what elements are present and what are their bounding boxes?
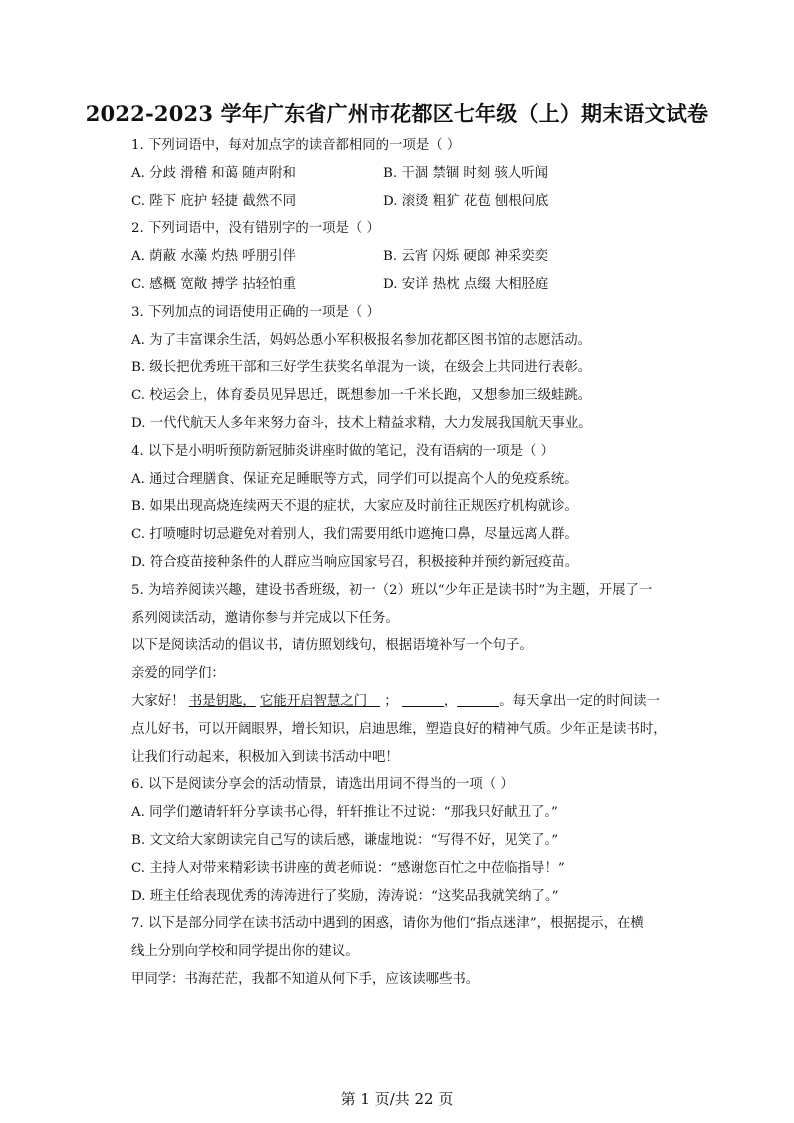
question-2-options-ab: [131, 243, 691, 271]
option-3c: C. 校运会上，体育委员见异思迁，既想参加一千米长跑，又想参加三级蛙跳。: [131, 388, 592, 404]
exam-content: [131, 132, 691, 994]
question-1-options-ab: [131, 160, 691, 188]
underlined-sentence-part-2: 它能开启智慧之门: [260, 693, 368, 709]
option-1d: D. 滚烫 粗犷 花苞 刨根问底: [383, 193, 549, 209]
option-2a: A. 荫蔽 水藻 灼热 呼朋引伴: [131, 249, 296, 265]
question-2-stem: 2. 下列词语中，没有错别字的一项是（ ）: [131, 221, 380, 237]
letter-start: 大家好！: [131, 693, 185, 709]
page-number: 第 1 页/共 22 页: [340, 1090, 454, 1108]
option-6d: D. 班主任给表现优秀的涛涛进行了奖励，涛涛说：“这奖品我就笑纳了。”: [131, 888, 559, 904]
letter-greeting: 亲爱的同学们：: [131, 666, 225, 682]
question-5-stem: 5. 为培养阅读兴趣，建设书香班级，初一（2）班以“少年正是读书时”为主题，开展了一: [131, 582, 653, 598]
question-6-stem: 6. 以下是阅读分享会的活动情景，请选出用词不得当的一项（ ）: [131, 777, 514, 793]
option-2c: C. 感概 宽敞 搏学 拈轻怕重: [131, 276, 296, 292]
option-4d: D. 符合疫苗接种条件的人群应当响应国家号召，积极接种并预约新冠疫苗。: [131, 554, 579, 570]
underlined-sentence-part-1: 书是钥匙，: [188, 693, 256, 709]
option-4a: A. 通过合理膳食、保证充足睡眠等方式，同学们可以提高个人的免疫系统。: [131, 471, 578, 487]
question-1-options-cd: [131, 188, 691, 216]
question-1-stem: 1. 下列词语中，每对加点字的读音都相同的一项是（ ）: [131, 138, 461, 153]
option-2b: B. 云宵 闪烁 硬郎 神采奕奕: [383, 249, 549, 265]
question-7-stem-cont: 线上分别向学校和同学提出你的建议。: [131, 944, 359, 960]
letter-end: 。每天拿出一定的时间读一: [499, 693, 660, 709]
question-7-student-jia: 甲同学：书海茫茫，我都不知道从何下手，应该读哪些书。: [131, 971, 480, 987]
option-2d: D. 安详 热枕 点缀 大相胫庭: [383, 276, 549, 292]
question-7-stem: 7. 以下是部分同学在读书活动中遇到的困惑，请你为他们“指点迷津”，根据提示，在横: [131, 916, 644, 932]
option-6b: B. 文文给大家朗读完自己写的读后感，谦虚地说：“写得不好，见笑了。”: [131, 832, 559, 848]
letter-paragraph-line-2: 点儿好书，可以开阔眼界，增长知识，启迪思维，塑造良好的精神气质。少年正是读书时，: [131, 721, 667, 737]
letter-paragraph-line-3: 让我们行动起来，积极加入到读书活动中吧！: [131, 749, 399, 765]
option-3d: D. 一代代航天人多年来努力奋斗，技术上精益求精，大力发展我国航天事业。: [131, 415, 592, 431]
letter-paragraph-line-1: [131, 688, 691, 716]
option-3a: A. 为了丰富课余生活，妈妈怂恿小军积极报名参加花都区图书馆的志愿活动。: [131, 332, 592, 348]
question-2-options-cd: [131, 271, 691, 299]
question-5-stem-cont: 系列阅读活动，邀请你参与并完成以下任务。: [131, 610, 399, 626]
answer-blank-2[interactable]: [457, 692, 499, 707]
option-3b: B. 级长把优秀班干部和三好学生获奖名单混为一谈，在级会上共同进行表彰。: [131, 360, 592, 376]
comma: ，: [443, 693, 458, 709]
question-4-stem: 4. 以下是小明听预防新冠肺炎讲座时做的笔记，没有语病的一项是（ ）: [131, 443, 555, 459]
option-6c: C. 主持人对带来精彩读书讲座的黄老师说：“感谢您百忙之中莅临指导！”: [131, 860, 565, 876]
option-4c: C. 打喷嚏时切忌避免对着别人，我们需要用纸巾遮掩口鼻，尽量远离人群。: [131, 527, 578, 543]
option-1b: B. 干涸 禁锢 时刻 骇人听闻: [383, 165, 549, 181]
underline-tail: [367, 694, 380, 709]
option-1c: C. 陛下 庇护 轻捷 截然不同: [131, 193, 296, 209]
question-5-task: 以下是阅读活动的倡议书，请仿照划线句，根据语境补写一个句子。: [131, 638, 533, 654]
answer-blank-1[interactable]: [402, 692, 444, 707]
option-6a: A. 同学们邀请轩轩分享读书心得，轩轩推让不过说：“那我只好献丑了。”: [131, 805, 558, 821]
question-3-stem: 3. 下列加点的词语使用正确的一项是（ ）: [131, 304, 380, 320]
page-title: 2022-2023 学年广东省广州市花都区七年级（上）期末语文试卷: [85, 101, 709, 126]
semicolon: ；: [384, 693, 398, 709]
option-1a: A. 分歧 滑稽 和蔼 随声附和: [131, 165, 296, 181]
option-4b: B. 如果出现高烧连续两天不退的症状，大家应及时前往正规医疗机构就诊。: [131, 499, 578, 515]
